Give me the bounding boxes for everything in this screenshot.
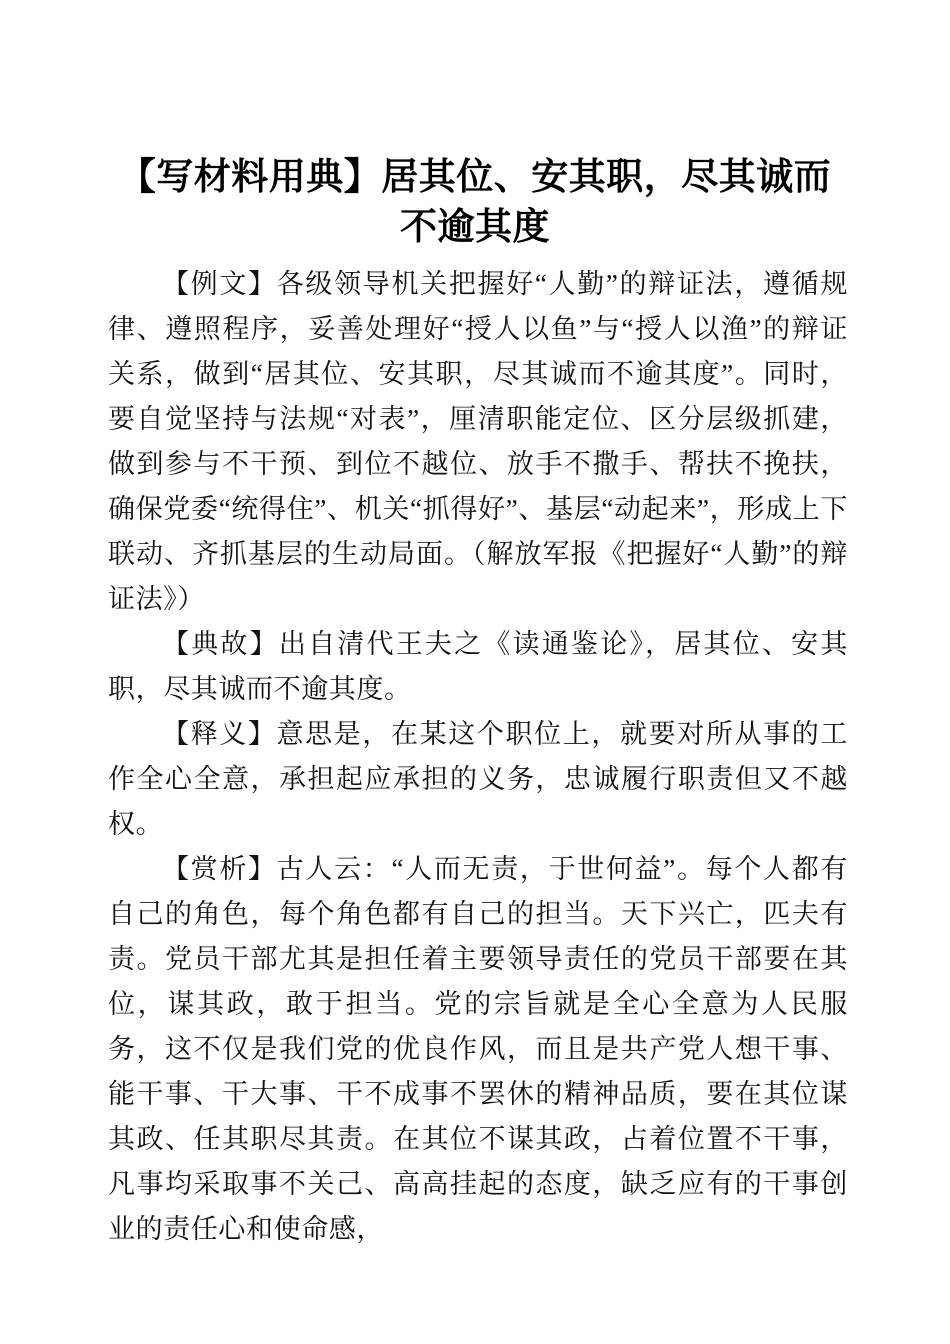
paragraph-shiyi: 【释义】意思是，在某这个职位上，就要对所从事的工作全心全意，承担起应承担的义务，忠诚履行职责但又不越权。 [108, 719, 848, 839]
paragraph-liwen: 【例文】各级领导机关把握好“人勤”的辩证法，遵循规律、遵照程序，妥善处理好“授人以鱼”与“授人以渔”的辩证关系，做到“居其位、安其职，尽其诚而不逾其度”。同时，要自觉坚持与法规“对表”，厘清职能定位、区分层级抓建，做到参与不干预、到位不越位、放手不撒手、帮扶不挽扶，确保党委“统得住”、机关“抓得好”、基层“动起来”，形成上下联动、齐抓基层的生动局面。（解放军报《把握好“人勤”的辩证法》） [108, 269, 848, 614]
paragraph-shangxi: 【赏析】古人云：“人而无责，于世何益”。每个人都有自己的角色，每个角色都有自己的担当。天下兴亡，匹夫有责。党员干部尤其是担任着主要领导责任的党员干部要在其位，谋其政，敢于担当。党的宗旨就是全心全意为人民服务，这不仅是我们党的优良作风，而且是共产党人想干事、能干事、干大事、干不成事不罢休的精神品质，要在其位谋其政、任其职尽其责。在其位不谋其政，占着位置不干事，凡事均采取事不关己、高高挂起的态度，缺乏应有的干事创业的责任心和使命感， [108, 854, 848, 1244]
paragraph-diangu: 【典故】出自清代王夫之《读通鉴论》，居其位、安其职，尽其诚而不逾其度。 [108, 629, 848, 704]
document-body [108, 262, 848, 1252]
page-title: 【写材料用典】居其位、安其职，尽其诚而不逾其度 [118, 156, 832, 248]
